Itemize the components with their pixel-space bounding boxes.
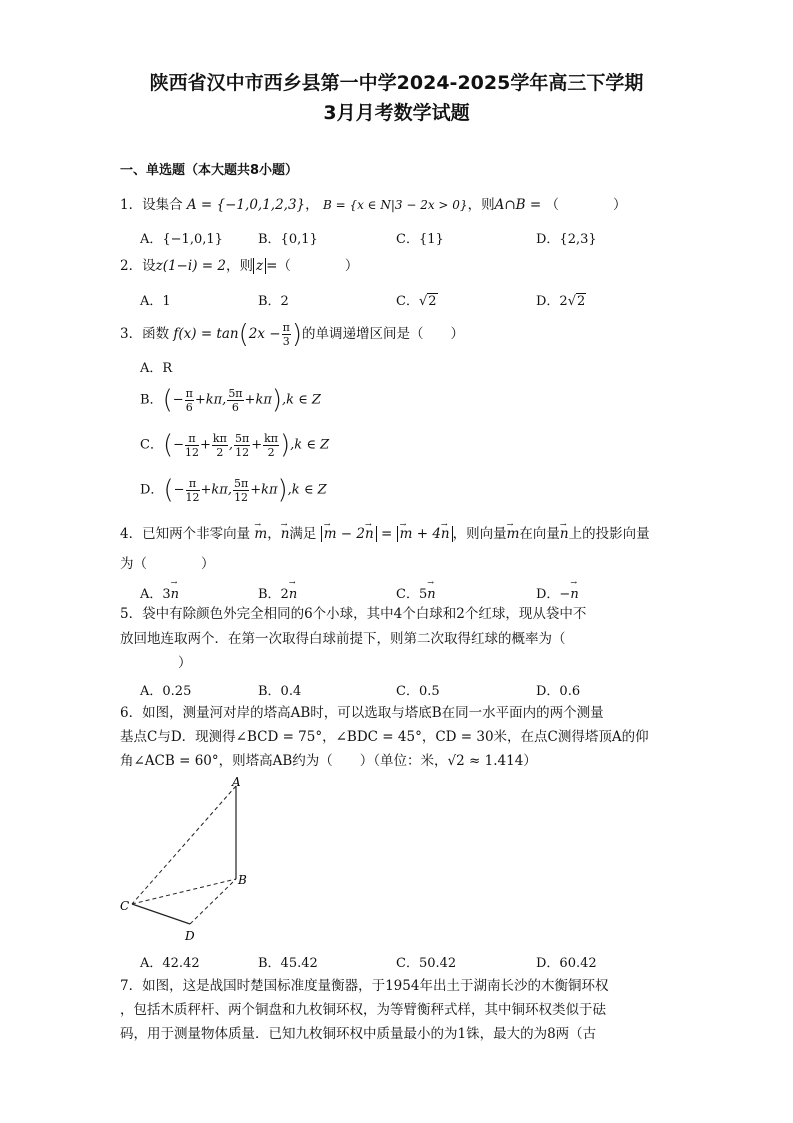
q1-option-c[interactable]: C．{1} bbox=[396, 232, 444, 247]
q5-line1: 5．袋中有除颜色外完全相同的6个小球，其中4个白球和2个红球，现从袋中不 bbox=[120, 606, 587, 622]
q2-abs-z: z bbox=[253, 258, 266, 274]
q7-line3: 码，用于测量物体质量．已知九枚铜环权中质量最小的为1铢，最大的为8两（古 bbox=[120, 1026, 597, 1042]
q5-option-a[interactable]: A．0.25 bbox=[140, 684, 192, 699]
page-title-line1: 陕西省汉中市西乡县第一中学2024-2025学年高三下学期 bbox=[149, 72, 644, 94]
q4-number: 4． bbox=[120, 526, 143, 542]
tower-diagram bbox=[110, 772, 260, 947]
q4-option-d[interactable]: D．−→ n bbox=[536, 583, 579, 602]
q2-option-a[interactable]: A．1 bbox=[140, 294, 171, 309]
q6-line3: 角∠ACB = 60°，则塔高AB约为（ ）（单位：米，√2 ≈ 1.414） bbox=[120, 753, 537, 769]
label-c: C bbox=[120, 899, 130, 913]
q6-options bbox=[140, 952, 660, 971]
q5-options bbox=[140, 680, 660, 699]
q5-line3: ） bbox=[178, 655, 192, 671]
q3-option-c[interactable]: C．(− $\frac{\pi}{12}$ + $\frac{k\pi}{2}$ , $\frac{5\pi}{12}$ + $\frac{k\pi}{2}$ ),k ∈ Z bbox=[140, 430, 330, 460]
label-d: D bbox=[185, 929, 195, 943]
q2-text-b: ，则 bbox=[225, 258, 253, 274]
q5-option-c[interactable]: C．0.5 bbox=[396, 684, 440, 699]
q5-option-d[interactable]: D．0.6 bbox=[536, 684, 581, 699]
q3-option-d[interactable]: D．(− $\frac{\pi}{12}$ +kπ, $\frac{5\pi}{12}$ +kπ),k ∈ Z bbox=[140, 475, 327, 505]
q3-text-b: 的单调递增区间是（ ） bbox=[301, 326, 464, 342]
q1-option-d[interactable]: D．{2,3} bbox=[536, 232, 597, 247]
q3-inner: 2x − bbox=[248, 326, 281, 342]
q3-number: 3． bbox=[120, 326, 143, 342]
q6-option-c[interactable]: C．50.42 bbox=[396, 956, 457, 971]
q6-line2: 基点C与D．现测得∠BCD = 75°，∠BDC = 45°，CD = 30米，在点C测得塔顶A的仰 bbox=[120, 729, 649, 745]
q2-expr: z(1−i) = 2 bbox=[155, 258, 226, 274]
question-2 bbox=[120, 257, 358, 275]
q2-text-a: 设 bbox=[142, 258, 156, 274]
q2-option-b[interactable]: B．2 bbox=[258, 294, 289, 309]
q3-option-b[interactable]: B．(− $\frac{\pi}{6}$ +kπ, $\frac{5\pi}{6}$ +kπ),k ∈ Z bbox=[140, 385, 321, 415]
q5-option-b[interactable]: B．0.4 bbox=[258, 684, 302, 699]
q1-option-a[interactable]: A．{−1,0,1} bbox=[140, 232, 223, 247]
q2-options bbox=[140, 290, 660, 309]
q6-line1: 6．如图，测量河对岸的塔高AB时，可以选取与塔底B在同一水平面内的两个测量 bbox=[120, 705, 604, 721]
q3-frac: $\frac{\pi}{3}$ bbox=[282, 321, 290, 348]
question-3: 3．函数 f(x) = tan(2x − $\frac{\pi}{3}$ )的单调递增区间是（ ） bbox=[120, 319, 464, 350]
q6-option-b[interactable]: B．45.42 bbox=[258, 956, 318, 971]
q2-number: 2． bbox=[120, 258, 143, 274]
q4-option-c[interactable]: C．5→ n bbox=[396, 583, 536, 602]
q1-number: 1． bbox=[120, 197, 143, 213]
q6-option-d[interactable]: D．60.42 bbox=[536, 956, 597, 971]
q1-options bbox=[140, 228, 660, 247]
q4-option-a[interactable]: A．3→ n bbox=[140, 583, 258, 602]
q1-set-b: B = {x ∈ N|3 − 2x > 0} bbox=[322, 198, 468, 212]
q4-line2: 为（ ） bbox=[120, 556, 215, 572]
q1-text-a: 设集合 bbox=[142, 197, 183, 213]
q4-options bbox=[140, 583, 660, 602]
q5-line2: 放回地连取两个．在第一次取得白球前提下，则第二次取得红球的概率为（ bbox=[120, 631, 566, 647]
q3-func: f(x) = tan bbox=[173, 326, 239, 342]
segment-cd bbox=[132, 904, 190, 924]
q2-text-c: =（ ） bbox=[266, 258, 359, 274]
q1-set-a: A = {−1,0,1,2,3} bbox=[186, 197, 306, 213]
q1-text-c: = （ ） bbox=[529, 197, 627, 213]
q1-text-b: ，则 bbox=[467, 197, 495, 213]
q7-line2: ，包括木质秤杆、两个铜盘和九枚铜环权，为等臂衡秤式样，其中铜环权类似于砝 bbox=[120, 1002, 606, 1018]
question-4: 4．已知两个非零向量 → m，→ n满足 → m − 2→ n = → m + 4→ n ，则向量→ m在向量→ n上的投影向量 bbox=[120, 525, 650, 543]
segment-cb bbox=[132, 879, 236, 904]
q1-sep: ， bbox=[305, 197, 319, 213]
q2-option-d[interactable]: D．2√2 bbox=[536, 294, 586, 309]
question-1 bbox=[120, 196, 626, 214]
segment-ac bbox=[132, 786, 236, 904]
q7-line1: 7．如图，这是战国时楚国标准度量衡器，于1954年出土于湖南长沙的木衡铜环权 bbox=[120, 978, 609, 994]
q1-expr: A∩B bbox=[494, 197, 526, 213]
q6-option-a[interactable]: A．42.42 bbox=[140, 956, 200, 971]
q2-option-c[interactable]: C．√2 bbox=[396, 294, 437, 309]
label-b: B bbox=[238, 873, 247, 887]
q3-option-a[interactable]: A．R bbox=[140, 361, 173, 376]
q1-option-b[interactable]: B．{0,1} bbox=[258, 232, 318, 247]
segment-db bbox=[190, 879, 236, 924]
page-title-line2: 3月月考数学试题 bbox=[323, 102, 470, 124]
section-heading: 一、单选题（本大题共8小题） bbox=[120, 163, 299, 178]
q3-text-a: 函数 bbox=[142, 326, 170, 342]
q4-option-b[interactable]: B．2→ n bbox=[258, 583, 396, 602]
label-a: A bbox=[232, 775, 241, 789]
